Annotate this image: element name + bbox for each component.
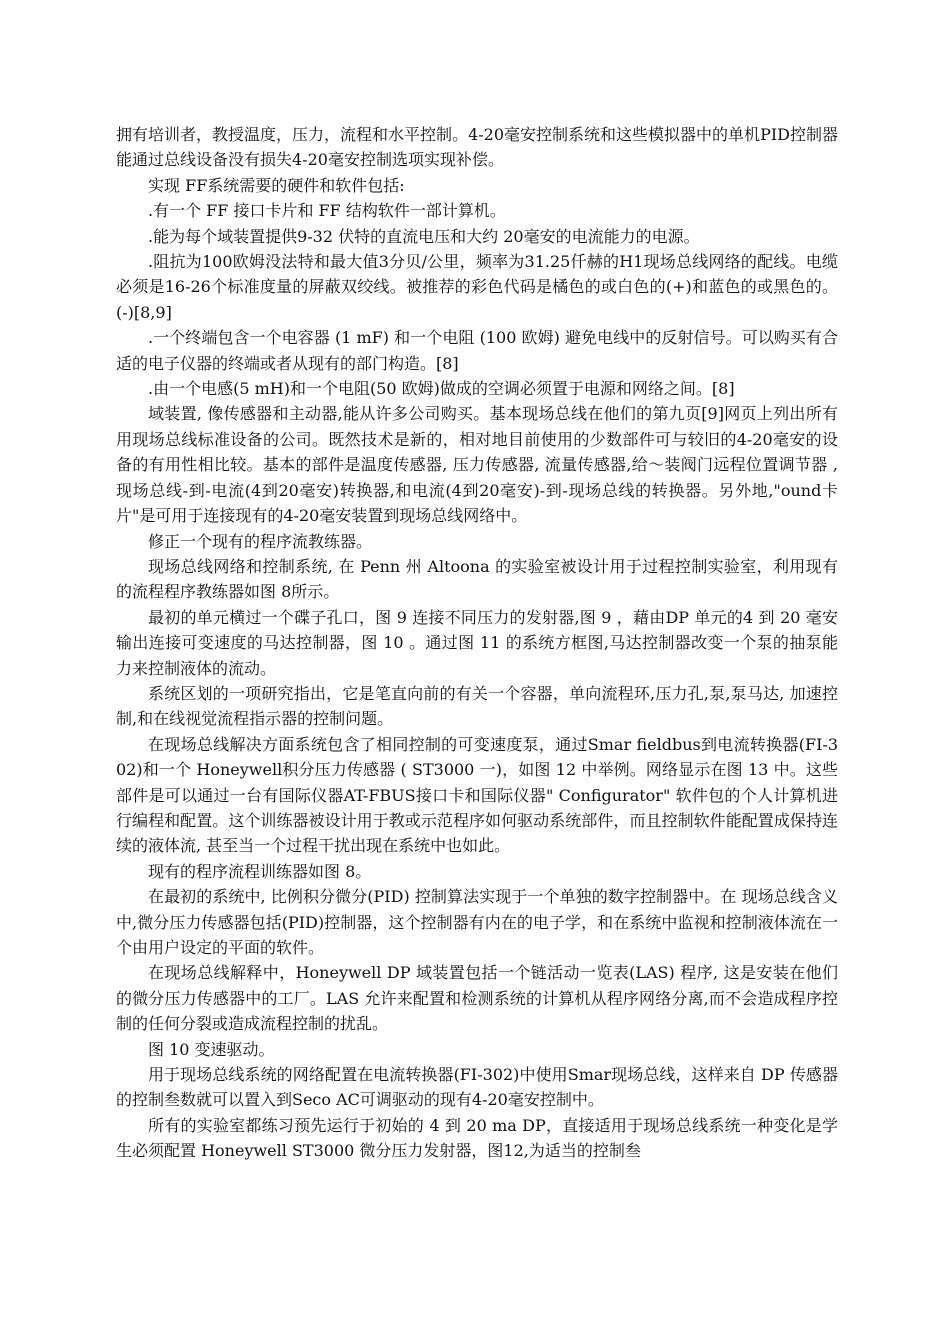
list-item-power-conditioner: .由一个电感(5 mH)和一个电阻(50 欧姆)做成的空调必须置于电源和网络之间。[8] [148, 379, 735, 399]
list-item-power-supply: .能为每个域装置提供9-32 伏特的直流电压和大约 20毫安的电流能力的电源。 [148, 226, 700, 246]
paragraph-las: 在现场总线解释中，Honeywell DP 域装置包括一个链活动一览表(LAS) 程序, 这是安装在他们的微分压力传感器中的工厂。LAS 允许来配置和检测系统的计算机从程序网络分离,而不会造成程序控制的任何分裂或造成流程控制的扰乱。 [116, 963, 838, 1034]
paragraph-lab-design: 现场总线网络和控制系统, 在 Penn 州 Altoona 的实验室被设计用于过程控制实验室，利用现有的流程程序教练器如图 8所示。 [116, 556, 838, 602]
paragraph-section-heading: 修正一个现有的程序流教练器。 [148, 531, 373, 551]
paragraph-network-config: 用于现场总线系统的网络配置在电流转换器(FI-302)中使用Smar现场总线，这样来自 DP 传感器的控制叁数就可以置入到Seco AC可调驱动的现有4-20毫安控制中。 [116, 1065, 838, 1110]
list-item-wiring: .阻抗为100欧姆没法特和最大值3分贝/公里，频率为31.25仟赫的H1现场总线网络的配线。电缆必须是16-26个标准度量的屏蔽双绞线。被推荐的彩色代码是橘色的或白色的(+)和蓝色的或黑色的。(-)[8,9] [116, 252, 838, 322]
paragraph-pid-control: 在最初的系统中, 比例积分微分(PID) 控制算法实现于一个单独的数字控制器中。在 现场总线含义中,微分压力传感器包括(PID)控制器，这个控制器有内在的电子学，和在系统中监视和控制液体流在一个由用户设定的平面的软件。 [116, 887, 838, 957]
list-item-terminator: .一个终端包含一个电容器 (1 mF) 和一个电阻 (100 欧姆) 避免电线中的反射信号。可以购买有合适的电子仪器的终端或者从现有的部门构造。[8] [116, 328, 838, 373]
paragraph-field-devices: 域装置, 像传感器和主动器,能从许多公司购买。基本现场总线在他们的第九页[9]网页上列出所有用现场总线标准设备的公司。既然技术是新的，相对地目前使用的少数部件可与较旧的4-20毫安的设备的有用性相比较。基本的部件是温度传感器, 压力传感器, 流量传感器,给～装阀门远程位置调节器 ,现场总线-到-电流(4到20毫安)转换器,和电流(4到20毫安)-到-现场总线的转换器。另外地,"ound卡片"是可用于连接现有的4-20毫安装置到现场总线网络中。 [116, 404, 838, 526]
document-body [116, 122, 838, 1164]
figure-caption-vsd: 图 10 变速驱动。 [148, 1039, 275, 1059]
paragraph-existing-trainer: 现有的程序流程训练器如图 8。 [148, 861, 372, 881]
paragraph-original-unit: 最初的单元横过一个碟子孔口，图 9 连接不同压力的发射器,图 9 ，藉由DP 单元的4 到 20 毫安输出连接可变速度的马达控制器，图 10 。通过图 11 的系统方框图,马达控制器改变一个泵的抽泵能力来控制液体的流动。 [116, 607, 838, 678]
paragraph-system-study: 系统区划的一项研究指出，它是笔直向前的有关一个容器，单向流程环,压力孔,泵,泵马达, 加速控制,和在线视觉流程指示器的控制问题。 [116, 683, 838, 729]
paragraph-fieldbus-solution: 在现场总线解决方面系统包含了相同控制的可变速度泵，通过Smar fieldbus到电流转换器(FI-302)和一个 Honeywell积分压力传感器 ( ST3000 一)，如图 12 中举例。网络显示在图 13 中。这些部件是可以通过一台有国际仪器AT-FBUS接口卡和国际仪器" Configurator" 软件包的个人计算机进行编程和配置。这个训练器被设计用于教或示范程序如何驱动系统部件，而且控制软件能配置成保持连续的液体流, 甚至当一个过程干扰出现在系统中也如此。 [116, 734, 838, 856]
paragraph-intro-continuation: 拥有培训者，教授温度，压力，流程和水平控制。4-20毫安控制系统和这些模拟器中的单机PID控制器能通过总线设备没有损失4-20毫安控制选项实现补偿。 [116, 125, 838, 170]
paragraph-lab-exercises: 所有的实验室都练习预先运行于初始的 4 到 20 ma DP，直接适用于现场总线系统一种变化是学生必须配置 Honeywell ST3000 微分压力发射器，图12,为适当的控制叁 [116, 1115, 838, 1161]
paragraph-requirements-heading: 实现 FF系统需要的硬件和软件包括: [148, 175, 405, 195]
list-item-computer: .有一个 FF 接口卡片和 FF 结构软件一部计算机。 [148, 201, 506, 221]
